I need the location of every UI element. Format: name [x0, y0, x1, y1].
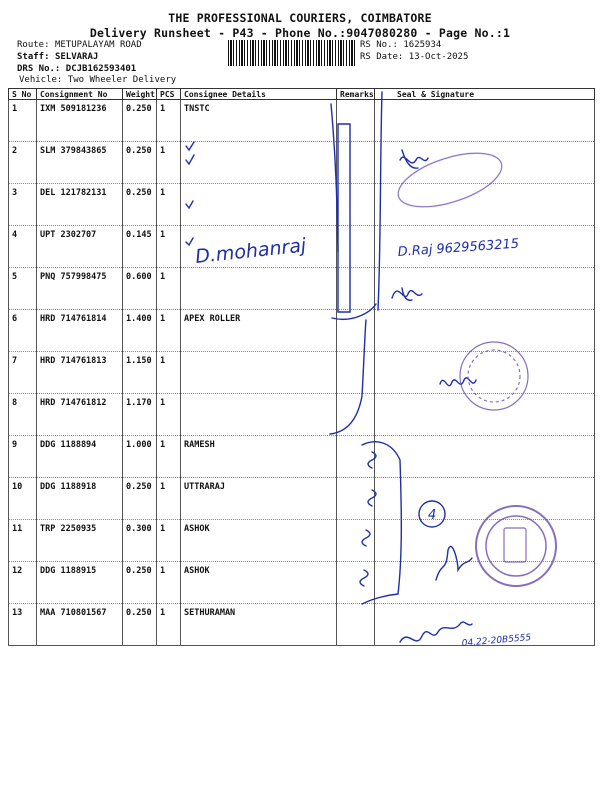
cell-remarks — [337, 520, 375, 562]
cell-consignee — [181, 184, 337, 226]
table-row — [9, 352, 595, 394]
table-row — [9, 394, 595, 436]
col-sno-header: S No — [9, 89, 37, 100]
cell-consignment-no: UPT 2302707 — [37, 226, 123, 268]
drs-line — [17, 64, 136, 74]
cell-consignee: RAMESH — [181, 436, 337, 478]
table-row — [9, 520, 595, 562]
cell-remarks — [337, 604, 375, 646]
cell-consignee: SETHURAMAN — [181, 604, 337, 646]
cell-seal-signature — [375, 310, 595, 352]
staff-line — [17, 52, 98, 62]
cell-consignee — [181, 394, 337, 436]
cell-pcs: 1 — [157, 604, 181, 646]
cell-sno: 13 — [9, 604, 37, 646]
cell-seal-signature — [375, 184, 595, 226]
cell-weight: 0.250 — [123, 184, 157, 226]
rs-no-label: RS No.: — [360, 40, 398, 50]
cell-sno: 11 — [9, 520, 37, 562]
cell-weight: 0.250 — [123, 100, 157, 142]
cell-seal-signature — [375, 268, 595, 310]
cell-pcs: 1 — [157, 352, 181, 394]
rs-no-line — [360, 40, 441, 50]
cell-sno: 4 — [9, 226, 37, 268]
col-consignment-header: Consignment No — [37, 89, 123, 100]
cell-pcs: 1 — [157, 310, 181, 352]
cell-consignment-no: DDG 1188918 — [37, 478, 123, 520]
cell-weight: 0.250 — [123, 478, 157, 520]
handwritten-phone: D.Raj 9629563215 — [397, 236, 520, 260]
table-header-row — [9, 89, 595, 100]
cell-pcs: 1 — [157, 226, 181, 268]
cell-consignee — [181, 226, 337, 268]
table-row — [9, 100, 595, 142]
cell-weight: 1.170 — [123, 394, 157, 436]
cell-seal-signature — [375, 604, 595, 646]
cell-pcs: 1 — [157, 142, 181, 184]
staff-value: SELVARAJ — [54, 52, 99, 62]
cell-seal-signature — [375, 478, 595, 520]
cell-remarks — [337, 100, 375, 142]
cell-consignee: ASHOK — [181, 562, 337, 604]
cell-consignee: UTTRARAJ — [181, 478, 337, 520]
cell-seal-signature — [375, 100, 595, 142]
col-pcs-header: PCS — [157, 89, 181, 100]
cell-sno: 12 — [9, 562, 37, 604]
cell-seal-signature — [375, 352, 595, 394]
cell-consignment-no: HRD 714761813 — [37, 352, 123, 394]
cell-consignment-no: TRP 2250935 — [37, 520, 123, 562]
cell-consignee: APEX ROLLER — [181, 310, 337, 352]
table-row — [9, 184, 595, 226]
cell-consignee — [181, 142, 337, 184]
cell-pcs: 1 — [157, 394, 181, 436]
cell-sno: 8 — [9, 394, 37, 436]
cell-consignment-no: HRD 714761814 — [37, 310, 123, 352]
cell-consignee — [181, 352, 337, 394]
col-seal-header: Seal & Signature — [375, 89, 595, 100]
route-value: METUPALAYAM ROAD — [54, 40, 142, 50]
staff-label: Staff: — [17, 52, 50, 62]
cell-consignment-no: IXM 509181236 — [37, 100, 123, 142]
cell-consignment-no: SLM 379843865 — [37, 142, 123, 184]
cell-seal-signature — [375, 436, 595, 478]
cell-seal-signature — [375, 142, 595, 184]
rs-no-value: 1625934 — [403, 40, 442, 50]
cell-consignee — [181, 268, 337, 310]
cell-weight: 0.250 — [123, 562, 157, 604]
cell-sno: 9 — [9, 436, 37, 478]
cell-remarks — [337, 184, 375, 226]
vehicle-line — [19, 75, 176, 85]
cell-pcs: 1 — [157, 268, 181, 310]
cell-pcs: 1 — [157, 184, 181, 226]
cell-seal-signature — [375, 226, 595, 268]
cell-sno: 6 — [9, 310, 37, 352]
cell-sno: 3 — [9, 184, 37, 226]
col-remarks-header: Remarks — [337, 89, 375, 100]
drs-value: DCJB162593401 — [65, 64, 137, 74]
cell-remarks — [337, 142, 375, 184]
cell-remarks — [337, 352, 375, 394]
table-row — [9, 604, 595, 646]
vehicle-label: Vehicle: — [19, 75, 63, 85]
cell-remarks — [337, 310, 375, 352]
cell-consignment-no: HRD 714761812 — [37, 394, 123, 436]
cell-weight: 0.250 — [123, 142, 157, 184]
cell-remarks — [337, 436, 375, 478]
table-row — [9, 268, 595, 310]
cell-remarks — [337, 478, 375, 520]
runsheet-table — [8, 88, 595, 646]
rs-date-line — [360, 52, 468, 62]
cell-seal-signature — [375, 520, 595, 562]
runsheet-subtitle: Delivery Runsheet - P43 - Phone No.:9047080280 - Page No.:1 — [89, 26, 511, 40]
cell-weight: 0.250 — [123, 604, 157, 646]
cell-weight: 0.145 — [123, 226, 157, 268]
cell-consignment-no: PNQ 757998475 — [37, 268, 123, 310]
cell-remarks — [337, 562, 375, 604]
route-line — [17, 40, 142, 50]
cell-consignment-no: DEL 121782131 — [37, 184, 123, 226]
cell-pcs: 1 — [157, 436, 181, 478]
cell-consignment-no: DDG 1188894 — [37, 436, 123, 478]
cell-pcs: 1 — [157, 520, 181, 562]
cell-consignee: TNSTC — [181, 100, 337, 142]
cell-consignment-no: MAA 710801567 — [37, 604, 123, 646]
cell-pcs: 1 — [157, 562, 181, 604]
cell-sno: 1 — [9, 100, 37, 142]
table-row — [9, 562, 595, 604]
cell-sno: 2 — [9, 142, 37, 184]
cell-pcs: 1 — [157, 100, 181, 142]
vehicle-value: Two Wheeler Delivery — [67, 75, 177, 85]
cell-remarks — [337, 394, 375, 436]
table-row — [9, 478, 595, 520]
cell-seal-signature — [375, 562, 595, 604]
table-row — [9, 142, 595, 184]
cell-weight: 1.000 — [123, 436, 157, 478]
drs-label: DRS No.: — [17, 64, 61, 74]
rs-date-value: 13-Oct-2025 — [408, 52, 469, 62]
company-title: THE PROFESSIONAL COURIERS, COIMBATORE — [168, 11, 432, 25]
cell-sno: 5 — [9, 268, 37, 310]
cell-weight: 0.600 — [123, 268, 157, 310]
handwritten-name: D.mohanraj — [194, 234, 308, 268]
cell-sno: 7 — [9, 352, 37, 394]
table-row — [9, 310, 595, 352]
route-label: Route: — [17, 40, 50, 50]
table-row — [9, 436, 595, 478]
cell-remarks — [337, 268, 375, 310]
cell-consignee: ASHOK — [181, 520, 337, 562]
barcode — [228, 40, 356, 66]
cell-weight: 0.300 — [123, 520, 157, 562]
handwritten-note: 04.22-20B5555 — [461, 632, 532, 649]
cell-consignment-no: DDG 1188915 — [37, 562, 123, 604]
rs-date-label: RS Date: — [360, 52, 404, 62]
circled-number: 4 — [428, 508, 437, 523]
cell-weight: 1.400 — [123, 310, 157, 352]
table-row — [9, 226, 595, 268]
cell-weight: 1.150 — [123, 352, 157, 394]
col-weight-header: Weight — [123, 89, 157, 100]
col-consignee-header: Consignee Details — [181, 89, 337, 100]
cell-pcs: 1 — [157, 478, 181, 520]
cell-seal-signature — [375, 394, 595, 436]
cell-sno: 10 — [9, 478, 37, 520]
cell-remarks — [337, 226, 375, 268]
